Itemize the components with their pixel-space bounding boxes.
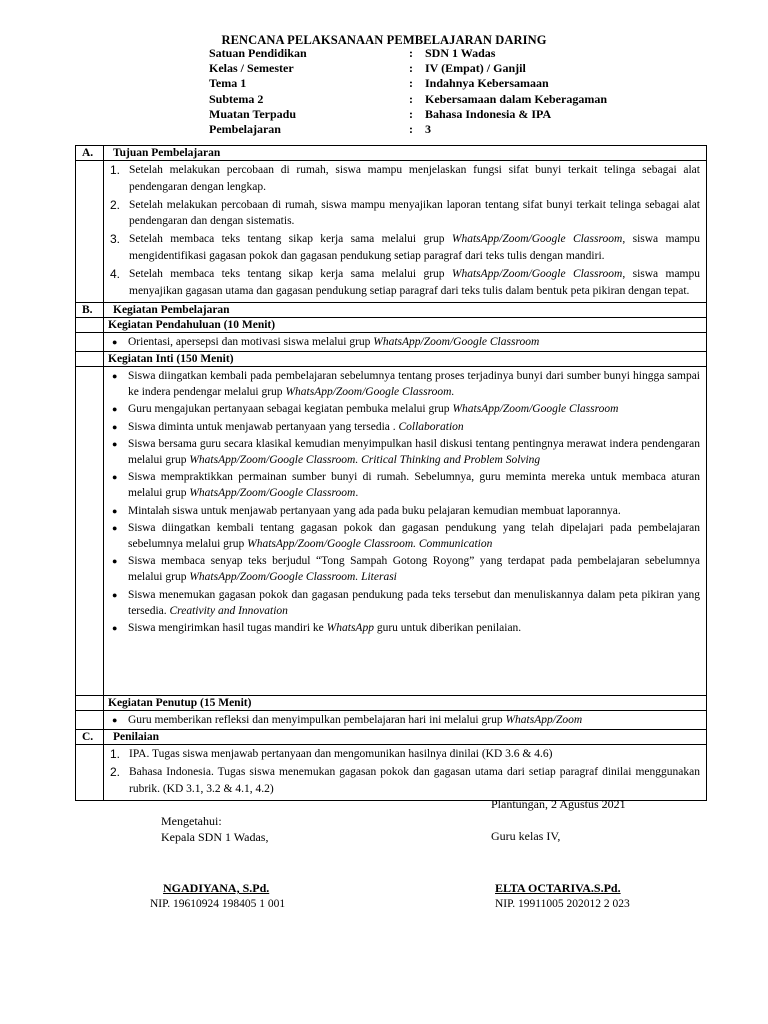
text-segment: Guru mengajukan pertanyaan sebagai kegiatan pembuka melalui grup: [128, 403, 453, 416]
bullet-icon: ●: [112, 472, 118, 483]
item-text: Setelah melakukan percobaan di rumah, siswa mampu menyajikan laporan tentang sifat bunyi terkait telinga sebagai alat pendengaran dan dengan sistematis.: [129, 198, 700, 228]
emphasis-text: WhatsApp/Zoom/Google Classroom: [452, 403, 619, 416]
text-segment: Siswa diminta untuk menjawab pertanyaan yang tersedia .: [128, 420, 399, 433]
activity-item: [110, 368, 700, 400]
bullet-icon: ●: [112, 623, 118, 633]
item-number: 2.: [110, 765, 121, 780]
activity-item: [110, 436, 700, 468]
text-segment: Mintalah siswa untuk menjawab pertanyaan yang ada pada buku pelajaran kemudian membuat laporannya.: [128, 504, 621, 517]
section-title: Kegiatan Pembelajaran: [104, 302, 707, 317]
text-segment: Setelah membaca teks tentang sikap kerja sama melalui grup: [129, 233, 452, 246]
subsection-header-row: [76, 351, 707, 366]
meta-value: IV (Empat) / Ganjil: [425, 61, 526, 76]
item-text: [129, 231, 700, 264]
meta-value: Kebersamaan dalam Keberagaman: [425, 91, 607, 106]
section-letter: A.: [76, 146, 104, 161]
item-number: 1.: [110, 747, 121, 762]
text-segment: , siswa mampu mengidentifikasi gagasan pokok dan gagasan pendukung setiap paragraf dari teks tulis dengan mandiri.: [129, 233, 700, 262]
blank-cell: [76, 745, 104, 801]
item-text: [128, 553, 700, 585]
subsection-body-row: [76, 332, 707, 351]
bullet-icon: ●: [112, 556, 118, 567]
activity-item: [110, 520, 700, 552]
activity-item: [110, 503, 700, 519]
meta-value: 3: [425, 121, 431, 136]
emphasis-text: WhatsApp/Zoom: [505, 713, 583, 726]
subsection-header-row: [76, 317, 707, 332]
meta-colon: :: [409, 76, 413, 91]
emphasis-text: WhatsApp/Zoom/Google Classroom. Literasi: [189, 571, 397, 584]
emphasis-text: WhatsApp/Zoom/Google Classroom: [451, 268, 623, 281]
meta-row: [209, 76, 607, 91]
teacher-nip: NIP. 19911005 202012 2 023: [495, 898, 630, 910]
subsection-header-row: [76, 695, 707, 710]
meta-row: [209, 46, 607, 61]
activity-item: [110, 553, 700, 585]
activities-cell: [104, 366, 707, 695]
activity-list: [104, 367, 706, 636]
signature-left-heading: [161, 813, 268, 845]
item-text: [128, 520, 700, 552]
bullet-icon: ●: [112, 421, 118, 432]
meta-value: Bahasa Indonesia & IPA: [425, 106, 552, 121]
principal-label: Kepala SDN 1 Wadas,: [161, 830, 269, 844]
item-text: IPA. Tugas siswa menjawab pertanyaan dan mengomunikan hasilnya dinilai (KD 3.6 & 4.6): [129, 748, 553, 761]
text-segment: Orientasi, apersepsi dan motivasi siswa melalui grup: [128, 335, 374, 348]
item-text: [128, 401, 700, 417]
place-date: Plantungan, 2 Agustus 2021: [491, 797, 626, 811]
assessment-list: [104, 745, 706, 800]
subsection-title: Kegiatan Pendahuluan (10 Menit): [104, 317, 707, 332]
meta-key: Muatan Terpadu: [209, 106, 297, 121]
meta-key: Pembelajaran: [209, 121, 281, 136]
blank-cell: [76, 161, 104, 303]
section-header-row: [76, 146, 707, 161]
item-number: 3.: [110, 232, 121, 247]
acknowledge-label: Mengetahui:: [161, 814, 222, 828]
section-body-row: [76, 161, 707, 303]
meta-colon: :: [409, 91, 413, 106]
emphasis-text: WhatsApp/Zoom/Google Classroom. Communication: [247, 537, 493, 550]
assessment-cell: [104, 745, 707, 801]
activity-item: [110, 401, 700, 417]
meta-colon: :: [409, 121, 413, 136]
text-segment: Setelah membaca teks tentang sikap kerja sama melalui grup: [129, 268, 452, 281]
item-number: 1.: [110, 163, 121, 177]
item-text: [128, 419, 700, 435]
emphasis-text: WhatsApp/Zoom/Google Classroom: [451, 233, 623, 246]
goal-item: [110, 231, 700, 264]
section-title: Penilaian: [104, 730, 707, 745]
item-text: [128, 587, 700, 619]
activity-list: [104, 711, 706, 728]
blank-cell: [76, 332, 104, 351]
emphasis-text: WhatsApp: [326, 622, 374, 634]
activities-cell: [104, 710, 707, 729]
lesson-plan-table: [75, 145, 707, 801]
text-segment: Siswa mempraktikkan permainan sumber bunyi di rumah. Sebelumnya, guru meminta mereka untuk membaca aturan melalui grup: [128, 471, 700, 500]
text-segment: Siswa bersama guru secara klasikal kemudian menyimpulkan hasil diskusi tentang pentingnya merawat indera pendengaran melalui grup: [128, 437, 700, 466]
text-segment: Guru memberikan refleksi dan menyimpulkan pembelajaran hari ini melalui grup: [128, 713, 506, 726]
activity-item: [110, 620, 700, 636]
emphasis-text: WhatsApp/Zoom/Google Classroom: [373, 335, 540, 348]
blank-cell: [76, 366, 104, 695]
activity-item: [110, 419, 700, 435]
section-letter: B.: [76, 302, 104, 317]
text-segment: , siswa mampu menyajikan gagasan utama dan gagasan pendukung setiap paragraf dari teks tulis dalam bentuk peta pikiran dengan tepat.: [129, 268, 700, 297]
bullet-icon: ●: [112, 505, 118, 516]
assessment-item: [110, 746, 700, 763]
item-text: [128, 368, 700, 400]
text-segment: Siswa mengirimkan hasil tugas mandiri ke: [128, 622, 327, 634]
meta-key: Subtema 2: [209, 91, 264, 106]
teacher-label: Guru kelas IV,: [491, 829, 561, 843]
goals-cell: [104, 161, 707, 303]
meta-row: [209, 61, 607, 76]
activities-cell: [104, 332, 707, 351]
section-letter: C.: [76, 730, 104, 745]
text-segment: Siswa menemukan gagasan pokok dan gagasan pendukung pada teks tersebut dan menuliskannya dalam peta pikiran yang tersedia.: [128, 588, 700, 617]
bullet-icon: ●: [112, 714, 118, 725]
principal-nip: NIP. 19610924 198405 1 001: [150, 898, 286, 910]
activity-item: [110, 469, 700, 501]
emphasis-text: Creativity and Innovation: [169, 604, 288, 617]
principal-name: NGADIYANA, S.Pd.: [163, 881, 270, 895]
text-segment: .: [355, 487, 359, 500]
bullet-icon: ●: [112, 522, 118, 533]
meta-colon: :: [409, 61, 413, 76]
blank-cell: [76, 695, 104, 710]
subsection-title: Kegiatan Penutup (15 Menit): [104, 695, 707, 710]
item-text: [128, 712, 700, 728]
goal-item: [110, 197, 700, 230]
item-text: [128, 503, 700, 519]
bullet-icon: ●: [112, 404, 118, 415]
activity-list: [104, 333, 706, 350]
section-header-row: [76, 302, 707, 317]
subsection-body-row: [76, 366, 707, 695]
text-segment: Siswa membaca senyap teks berjudul “Tong Sampah Gotong Royong” yang terdapat pada pembelajaran sebelumnya melalui grup: [128, 555, 700, 584]
meta-row: [209, 92, 607, 107]
meta-row: [209, 107, 607, 122]
meta-key: Tema 1: [209, 76, 247, 91]
meta-key: Satuan Pendidikan: [209, 46, 307, 60]
goal-item: [110, 266, 700, 299]
emphasis-text: WhatsApp/Zoom/Google Classroom: [189, 487, 356, 500]
activity-item: [110, 587, 700, 619]
assessment-item: [110, 764, 700, 797]
item-number: 2.: [110, 197, 121, 212]
emphasis-text: Collaboration: [398, 420, 464, 433]
item-text: Bahasa Indonesia. Tugas siswa menemukan gagasan pokok dan gagasan utama dari setiap paragraf dinilai menggunakan rubrik. (KD 3.1, 3.2 & 4.1, 4.2): [129, 766, 700, 795]
section-title: Tujuan Pembelajaran: [104, 146, 707, 161]
meta-value: SDN 1 Wadas: [425, 46, 496, 60]
item-text: [128, 436, 700, 468]
item-text: [128, 469, 700, 501]
bullet-icon: ●: [112, 336, 118, 347]
emphasis-text: WhatsApp/Zoom/Google Classroom.: [285, 386, 455, 399]
text-segment: guru untuk diberikan penilaian.: [373, 622, 522, 634]
activity-item: [110, 334, 700, 350]
emphasis-text: WhatsApp/Zoom/Google Classroom. Critical Thinking and Problem Solving: [189, 453, 541, 466]
subsection-title: Kegiatan Inti (150 Menit): [104, 351, 707, 366]
goals-list: [104, 161, 706, 302]
blank-cell: [76, 317, 104, 332]
blank-cell: [76, 710, 104, 729]
teacher-name: ELTA OCTARIVA.S.Pd.: [495, 881, 621, 895]
blank-cell: [76, 351, 104, 366]
item-text: Setelah melakukan percobaan di rumah, siswa mampu menjelaskan fungsi sifat bunyi terkait telinga sebagai alat pendengaran dengan lengkap.: [129, 164, 700, 193]
item-text: [128, 334, 700, 350]
subsection-body-row: [76, 710, 707, 729]
meta-key: Kelas / Semester: [209, 61, 294, 76]
item-text: [128, 620, 700, 636]
text-segment: Siswa diingatkan kembali pada pembelajaran sebelumnya tentang proses terjadinya bunyi dari sumber bunyi hingga sampai ke indera pendengar melalui grup: [128, 369, 700, 399]
section-header-row: [76, 730, 707, 745]
document-title: RENCANA PELAKSANAAN PEMBELAJARAN DARING: [221, 33, 547, 47]
item-number: 4.: [110, 267, 121, 282]
text-segment: Siswa diingatkan kembali tentang gagasan pokok dan gagasan pendukung yang telah dipelajari pada pembelajaran sebelumnya melalui grup: [128, 521, 700, 550]
item-text: [129, 266, 700, 299]
meta-colon: :: [409, 46, 413, 60]
goal-item: [110, 162, 700, 195]
meta-value: Indahnya Kebersamaan: [425, 76, 549, 91]
section-body-row: [76, 745, 707, 801]
meta-row: [209, 122, 607, 137]
bullet-icon: ●: [112, 370, 118, 381]
document-meta: [209, 46, 607, 137]
meta-colon: :: [409, 106, 413, 121]
bullet-icon: ●: [112, 438, 118, 449]
bullet-icon: ●: [112, 589, 118, 600]
activity-item: [110, 712, 700, 728]
